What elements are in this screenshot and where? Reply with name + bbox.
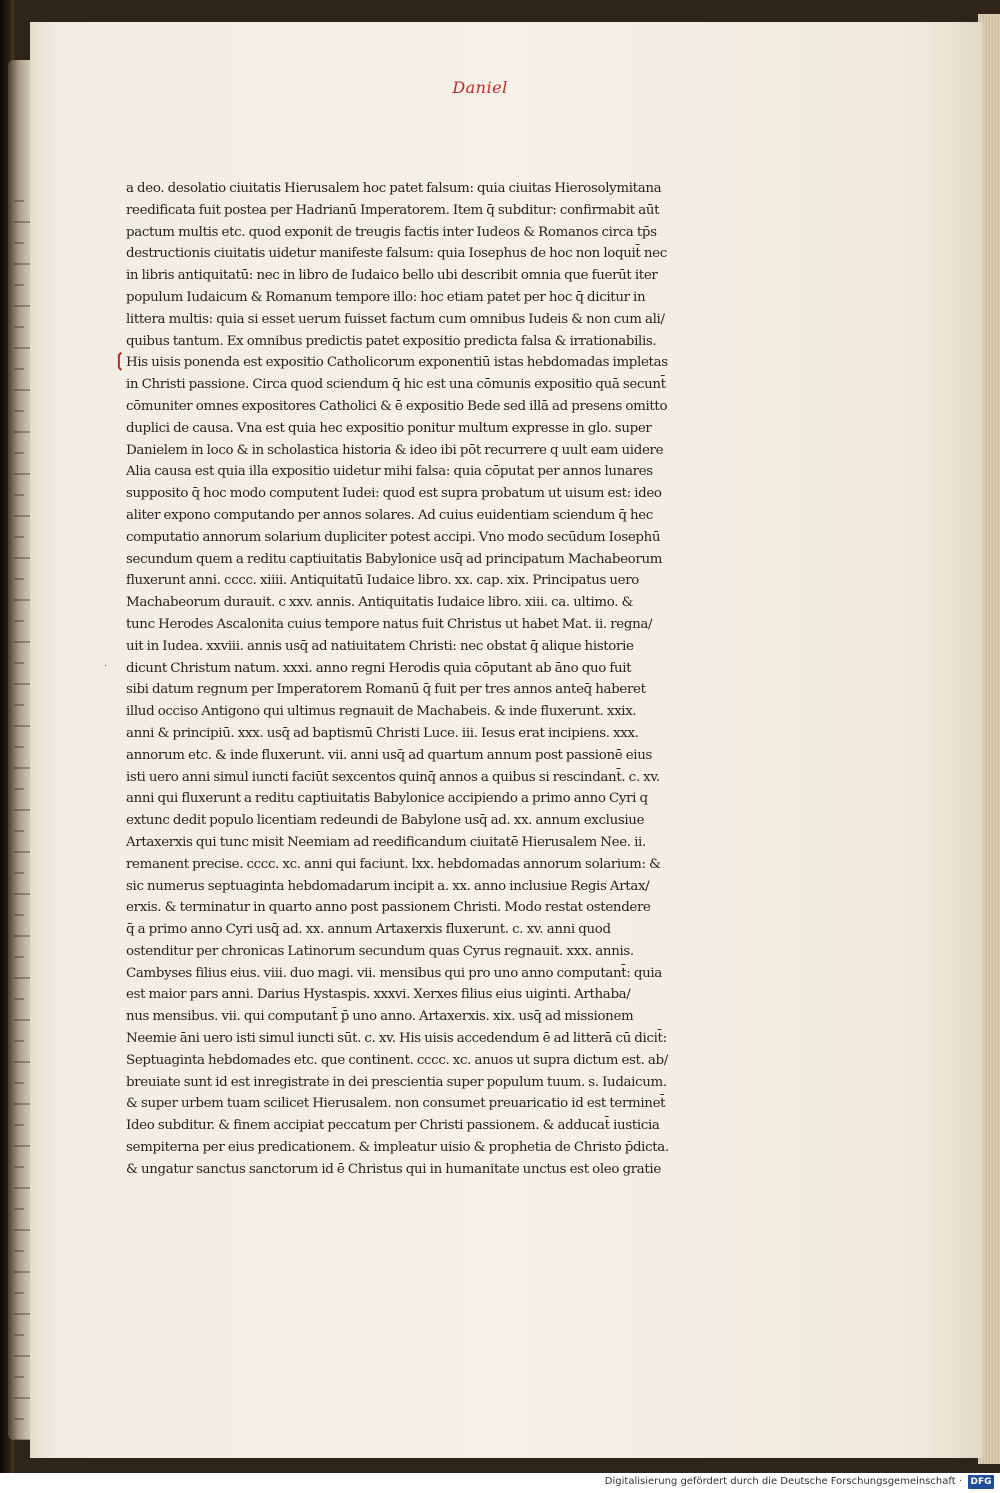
facing-page-text-trace bbox=[14, 1376, 24, 1378]
facing-page-text-trace bbox=[14, 515, 31, 517]
text-line: Alia causa est quia illa expositio uidetur mihi falsa: quia cōputat per annos lunares bbox=[126, 464, 653, 480]
facing-page-text-trace bbox=[14, 1250, 24, 1252]
text-line: illud occiso Antigono qui ultimus regnauit de Machabeis. & inde fluxerunt. xxix. bbox=[126, 704, 637, 720]
margin-dot-icon: · bbox=[104, 661, 108, 672]
facing-page-text-trace bbox=[14, 788, 24, 790]
text-line: in libris antiquitatū: nec in libro de Iudaico bello ubi describit omnia que fuerūt iter bbox=[126, 268, 658, 284]
facing-page-text-trace bbox=[14, 809, 31, 811]
text-line: quibus tantum. Ex omnibus predictis patet expositio predicta falsa & irrationabilis. bbox=[126, 333, 657, 349]
facing-page-text-trace bbox=[14, 494, 24, 496]
text-line: isti uero anni simul iuncti faciūt sexcentos quinq̄ annos a quibus si rescindant̄. c. xv. bbox=[126, 769, 660, 785]
facing-page-text-trace bbox=[14, 1187, 31, 1189]
text-line: computatio annorum solarium dupliciter potest accipi. Vno modo secūdum Iosephū bbox=[126, 529, 661, 545]
dfg-logo: DFG bbox=[968, 1475, 994, 1489]
facing-page-text-trace bbox=[14, 641, 31, 643]
facing-page-text-trace bbox=[14, 851, 31, 853]
text-line: Septuaginta hebdomades etc. que continent. cccc. xc. anuos ut supra dictum est. ab/ bbox=[126, 1052, 668, 1068]
facing-page-text-trace bbox=[14, 1103, 31, 1105]
text-line: sic numerus septuaginta hebdomadarum incipit a. xx. anno inclusiue Regis Artax/ bbox=[126, 878, 650, 894]
book-page bbox=[30, 22, 982, 1458]
text-line: remanent precise. cccc. xc. anni qui faciunt. lxx. hebdomadas annorum solarium: & bbox=[126, 856, 661, 872]
text-line: uit in Iudea. xxviii. annis usq̄ ad natiuitatem Christi: nec obstat q̄ alique historie bbox=[126, 638, 634, 654]
facing-page-text-trace bbox=[14, 977, 31, 979]
text-line: anni & principiū. xxx. usq̄ ad baptismū Christi Luce. iii. Iesus erat incipiens. xxx. bbox=[126, 725, 639, 741]
facing-page-text-trace bbox=[14, 956, 24, 958]
text-line: fluxerunt anni. cccc. xiiii. Antiquitatū Iudaice libro. xx. cap. xix. Principatus uero bbox=[126, 573, 640, 589]
facing-page-text-trace bbox=[14, 557, 31, 559]
text-line: nus mensibus. vii. qui computant̄ p̄ uno anno. Artaxerxis. xix. usq̄ ad missionem bbox=[126, 1009, 634, 1025]
running-head: Daniel bbox=[452, 78, 508, 97]
text-line: duplici de causa. Vna est quia hec expositio ponitur multum expresse in glo. super bbox=[126, 420, 652, 436]
text-line: a deo. desolatio ciuitatis Hierusalem hoc patet falsum: quia ciuitas Hierosolymitana bbox=[126, 181, 662, 196]
text-line: annorum etc. & inde fluxerunt. vii. anni usq̄ ad quartum annum post passionē eius bbox=[126, 747, 653, 763]
facing-page-text-trace bbox=[14, 578, 24, 580]
facing-page-text-trace bbox=[14, 1019, 31, 1021]
facing-page-text-trace bbox=[14, 1166, 24, 1168]
text-line: cōmuniter omnes expositores Catholici & ē expositio Bede sed illā ad presens omitto bbox=[126, 398, 668, 414]
facing-page-text-trace bbox=[14, 1439, 31, 1440]
facing-page-text-trace bbox=[14, 305, 31, 307]
facing-page-text-trace bbox=[14, 1145, 31, 1147]
text-line: Artaxerxis qui tunc misit Neemiam ad reedificandum ciuitatē Hierusalem Nee. ii. bbox=[126, 834, 646, 850]
facing-page-text-trace bbox=[14, 1229, 31, 1231]
text-line: sempiterna per eius predicationem. & impleatur uisio & prophetia de Christo p̄dicta. bbox=[126, 1140, 669, 1156]
text-line: Cambyses filius eius. viii. duo magi. vii. mensibus qui pro uno anno computant̄: quia bbox=[126, 965, 662, 981]
text-line: anni qui fluxerunt a reditu captiuitatis Babylonice accipiendo a primo anno Cyri q bbox=[126, 791, 648, 807]
text-line: reedificata fuit postea per Hadrianū Imperatorem. Item q̄ subditur: confirmabit aūt bbox=[126, 202, 660, 218]
facing-page-text-trace bbox=[14, 1124, 24, 1126]
facing-page-text-trace bbox=[14, 1418, 24, 1420]
facing-page-text-trace bbox=[14, 200, 24, 202]
facing-page-text-trace bbox=[14, 872, 24, 874]
facing-page-text-trace bbox=[14, 662, 24, 664]
text-line: His uisis ponenda est expositio Catholicorum exponentiū istas hebdomadas impletas bbox=[126, 355, 668, 371]
facing-page-text-trace bbox=[14, 830, 24, 832]
text-line: q̄ a primo anno Cyri usq̄ ad. xx. annum Artaxerxis fluxerunt. c. xv. anni quod bbox=[126, 922, 611, 938]
text-line: & super urbem tuam scilicet Hierusalem. non consumet preuaricatio id est terminet̄ bbox=[126, 1096, 666, 1112]
facing-page-text-trace bbox=[14, 389, 31, 391]
text-line: Neemie āni uero isti simul iuncti sūt. c. xv. His uisis accedendum ē ad litterā cū dicit̄: bbox=[126, 1031, 667, 1047]
facing-page-text-trace bbox=[14, 1061, 31, 1063]
footer-credit: Digitalisierung gefördert durch die Deutsche Forschungsgemeinschaft · bbox=[604, 1476, 962, 1487]
text-line: erxis. & terminatur in quarto anno post passionem Christi. Modo restat ostendere bbox=[126, 900, 651, 916]
facing-page-text-trace bbox=[14, 893, 31, 895]
facing-page-text-trace bbox=[14, 263, 31, 265]
text-line: populum Iudaicum & Romanum tempore illo: hoc etiam patet per hoc q̄ dicitur in bbox=[126, 289, 646, 305]
facing-page-text-trace bbox=[14, 1397, 31, 1399]
facing-page-text-trace bbox=[14, 221, 31, 223]
text-line: dicunt Christum natum. xxxi. anno regni Herodis quia cōputant ab āno quo fuit bbox=[126, 660, 632, 676]
facing-page-text-trace bbox=[14, 1292, 24, 1294]
text-line: in Christi passione. Circa quod sciendum q̄ hic est una cōmunis expositio quā secunt̄ bbox=[126, 377, 666, 393]
facing-page-text-trace bbox=[14, 746, 24, 748]
text-line: extunc dedit populo licentiam redeundi de Babylone usq̄ ad. xx. annum exclusiue bbox=[126, 813, 645, 829]
facing-page-text-trace bbox=[14, 326, 24, 328]
text-line: supposito q̄ hoc modo computent Iudei: quod est supra probatum ut uisum est: ideo bbox=[126, 486, 662, 502]
facing-page-text-trace bbox=[14, 410, 24, 412]
text-line: littera multis: quia si esset uerum fuisset factum cum omnibus Iudeis & non cum ali/ bbox=[126, 311, 665, 327]
text-line: breuiate sunt id est inregistrate in dei prescientia super populum tuum. s. Iudaicum. bbox=[126, 1074, 667, 1090]
text-line: Danielem in loco & in scholastica historia & ideo ibi pōt recurrere q uult eam uidere bbox=[126, 442, 664, 458]
facing-page-text-trace bbox=[14, 1313, 31, 1315]
facing-page-text-trace bbox=[14, 1334, 24, 1336]
facing-page-text-trace bbox=[14, 452, 24, 454]
facing-page-text-trace bbox=[14, 935, 31, 937]
facing-page-text-trace bbox=[14, 473, 31, 475]
text-line: tunc Herodes Ascalonita cuius tempore natus fuit Christus ut habet Mat. ii. regna/ bbox=[126, 616, 653, 632]
text-block bbox=[104, 178, 746, 1181]
text-line: destructionis ciuitatis uidetur manifeste falsum: quia Iosephus de hoc non loquit̄ nec bbox=[126, 246, 667, 262]
paragraph-mark-icon: ❲ bbox=[112, 350, 128, 371]
facing-page-text-trace bbox=[14, 725, 31, 727]
text-line: aliter expono computando per annos solares. Ad cuius euidentiam sciendum q̄ hec bbox=[126, 507, 654, 523]
text-line: & ungatur sanctus sanctorum id ē Christus qui in humanitate unctus est oleo gratie bbox=[126, 1161, 661, 1177]
text-line: pactum multis etc. quod exponit de treugis factis inter Iudeos & Romanos circa tp̄s bbox=[126, 224, 657, 240]
facing-page-text-trace bbox=[14, 1040, 24, 1042]
facing-page-text-trace bbox=[14, 767, 31, 769]
facing-page-text-trace bbox=[14, 599, 31, 601]
facing-page-text-trace bbox=[14, 620, 24, 622]
facing-page-text-trace bbox=[14, 284, 24, 286]
facing-page-text-trace bbox=[14, 704, 24, 706]
facing-page-text-trace bbox=[14, 914, 24, 916]
text-line: secundum quem a reditu captiuitatis Babylonice usq̄ ad principatum Machabeorum bbox=[126, 551, 663, 567]
footer-bar bbox=[0, 1473, 1000, 1493]
facing-page-text-trace bbox=[14, 1355, 31, 1357]
text-line: ostenditur per chronicas Latinorum secundum quas Cyrus regnauit. xxx. annis. bbox=[126, 943, 634, 959]
facing-page-text-trace bbox=[14, 242, 24, 244]
text-line: Ideo subditur. & finem accipiat peccatum per Christi passionem. & adducat̄ iusticia bbox=[126, 1118, 660, 1134]
facing-page-text-trace bbox=[14, 1208, 24, 1210]
facing-page-text-trace bbox=[14, 368, 24, 370]
facing-page-text-trace bbox=[14, 998, 24, 1000]
facing-page-text-trace bbox=[14, 536, 24, 538]
facing-page-text-trace bbox=[14, 347, 31, 349]
facing-page-text-trace bbox=[14, 1271, 31, 1273]
text-line: est maior pars anni. Darius Hystaspis. xxxvi. Xerxes filius eius uiginti. Arthaba/ bbox=[126, 987, 631, 1003]
facing-page-text-trace bbox=[14, 683, 31, 685]
text-line: sibi datum regnum per Imperatorem Romanū q̄ fuit per tres annos anteq̄ haberet bbox=[126, 682, 646, 698]
text-line: Machabeorum durauit. c xxv. annis. Antiquitatis Iudaice libro. xiii. ca. ultimo. & bbox=[126, 595, 634, 611]
facing-page-text-trace bbox=[14, 1082, 24, 1084]
facing-page-text-trace bbox=[14, 431, 31, 433]
